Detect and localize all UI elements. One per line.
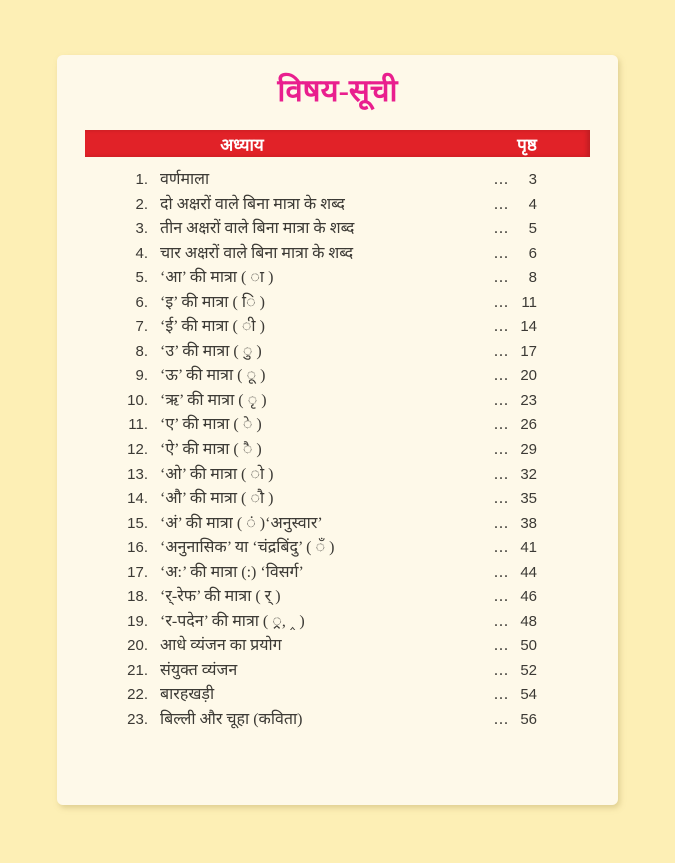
page-title: विषय-सूची bbox=[277, 73, 398, 108]
toc-entry-dots: ... bbox=[494, 220, 509, 238]
toc-entry-page: 5 bbox=[528, 220, 537, 238]
toc-entry-page: 41 bbox=[520, 539, 537, 557]
toc-entry-number: 6. bbox=[135, 293, 148, 311]
toc-entry-title: ‘ए’ की मात्रा ( े ) bbox=[160, 416, 262, 434]
toc-entry-dots: ... bbox=[494, 465, 509, 483]
toc-entry-number: 7. bbox=[135, 318, 148, 336]
toc-entry-dots: ... bbox=[494, 490, 509, 508]
toc-entry-dots: ... bbox=[494, 441, 509, 459]
toc-entry-number: 11. bbox=[128, 416, 148, 434]
toc-entry-number: 22. bbox=[127, 686, 148, 704]
toc-entry-title: ‘ई’ की मात्रा ( ी ) bbox=[160, 318, 265, 336]
toc-entry-dots: ... bbox=[494, 244, 509, 262]
toc-entry-page: 56 bbox=[520, 711, 537, 729]
toc-entry-dots: ... bbox=[494, 269, 509, 287]
toc-entry-page: 20 bbox=[520, 367, 537, 385]
column-header-page: पृष्ठ bbox=[517, 135, 537, 154]
toc-entry-dots: ... bbox=[494, 195, 509, 213]
toc-entry bbox=[57, 487, 618, 512]
toc-entry-number: 14. bbox=[127, 490, 148, 508]
toc-entry bbox=[57, 536, 618, 561]
toc-entry-page: 44 bbox=[520, 563, 537, 581]
toc-entry-number: 10. bbox=[127, 391, 148, 409]
toc-entry bbox=[57, 585, 618, 610]
toc-entry-title: ‘औ’ की मात्रा ( ौ ) bbox=[160, 490, 274, 508]
toc-entry-number: 3. bbox=[135, 220, 148, 238]
toc-entry-title: तीन अक्षरों वाले बिना मात्रा के शब्द bbox=[160, 220, 355, 238]
toc-entry-number: 12. bbox=[127, 441, 148, 459]
toc-entry-page: 11 bbox=[521, 293, 537, 311]
toc-entry-title: ‘अ:’ की मात्रा (:) ‘विसर्ग’ bbox=[160, 563, 304, 581]
toc-entry-number: 20. bbox=[127, 637, 148, 655]
toc-entry-number: 5. bbox=[135, 269, 148, 287]
toc-entry-title: वर्णमाला bbox=[160, 171, 210, 188]
toc-entry bbox=[57, 634, 618, 659]
toc-entry bbox=[57, 512, 618, 537]
toc-entry-number: 2. bbox=[135, 195, 148, 213]
toc-entry bbox=[57, 242, 618, 267]
toc-entry-number: 4. bbox=[135, 244, 148, 262]
toc-entry-page: 26 bbox=[520, 416, 537, 434]
toc-entry-number: 9. bbox=[135, 367, 148, 385]
toc-entry-title: बारहखड़ी bbox=[160, 686, 215, 704]
toc-entry-dots: ... bbox=[494, 612, 509, 630]
toc-entry-number: 13. bbox=[127, 465, 148, 483]
toc-entry-dots: ... bbox=[494, 391, 509, 409]
toc-entry-page: 50 bbox=[520, 637, 537, 655]
toc-entry-title: ‘उ’ की मात्रा ( ु ) bbox=[160, 342, 262, 360]
toc-entry-page: 32 bbox=[520, 465, 537, 483]
toc-entry-number: 21. bbox=[127, 661, 148, 679]
toc-entry bbox=[57, 463, 618, 488]
toc-entry-dots: ... bbox=[494, 367, 509, 385]
toc-entry-page: 17 bbox=[520, 342, 537, 360]
toc-entry bbox=[57, 364, 618, 389]
toc-entry-page: 46 bbox=[520, 588, 537, 606]
toc-entry-title: ‘र-पदेन’ की मात्रा ( ्र, ‸ ) bbox=[160, 612, 305, 630]
toc-entry-dots: ... bbox=[494, 514, 509, 532]
toc-entry-dots: ... bbox=[494, 293, 509, 311]
contents-card bbox=[57, 55, 618, 805]
toc-entry-title: ‘इ’ की मात्रा ( ि ) bbox=[160, 293, 265, 311]
toc-entry-dots: ... bbox=[494, 588, 509, 606]
column-header-chapter: अध्याय bbox=[220, 135, 264, 154]
toc-entry bbox=[57, 340, 618, 365]
toc-entry bbox=[57, 659, 618, 684]
toc-entry-dots: ... bbox=[494, 711, 509, 729]
toc-entry-dots: ... bbox=[494, 318, 509, 336]
toc-entry bbox=[57, 315, 618, 340]
toc-entry-page: 3 bbox=[528, 171, 537, 188]
toc-entry-page: 14 bbox=[520, 318, 537, 336]
toc-entry-dots: ... bbox=[494, 661, 509, 679]
toc-entry-number: 8. bbox=[135, 342, 148, 360]
toc-entry-number: 18. bbox=[127, 588, 148, 606]
toc-entry-page: 48 bbox=[520, 612, 537, 630]
toc-entry bbox=[57, 389, 618, 414]
toc-list bbox=[57, 168, 618, 733]
toc-entry bbox=[57, 193, 618, 218]
toc-entry bbox=[57, 708, 618, 733]
table-header-bar bbox=[85, 130, 590, 157]
toc-entry-number: 17. bbox=[127, 563, 148, 581]
toc-entry-page: 6 bbox=[528, 244, 537, 262]
toc-entry-page: 4 bbox=[528, 195, 537, 213]
toc-entry-dots: ... bbox=[494, 686, 509, 704]
toc-entry-dots: ... bbox=[494, 563, 509, 581]
toc-entry-title: ‘आ’ की मात्रा ( ा ) bbox=[160, 269, 274, 287]
toc-entry-number: 15. bbox=[127, 514, 148, 532]
toc-entry-title: ‘ऋ’ की मात्रा ( ृ ) bbox=[160, 391, 267, 409]
toc-entry-page: 35 bbox=[520, 490, 537, 508]
toc-entry-dots: ... bbox=[494, 539, 509, 557]
toc-entry-title: ‘अं’ की मात्रा ( ं )‘अनुस्वार’ bbox=[160, 514, 323, 532]
toc-entry bbox=[57, 413, 618, 438]
toc-entry bbox=[57, 561, 618, 586]
toc-entry bbox=[57, 610, 618, 635]
toc-entry-title: दो अक्षरों वाले बिना मात्रा के शब्द bbox=[160, 195, 345, 213]
toc-entry-dots: ... bbox=[494, 342, 509, 360]
toc-entry-page: 8 bbox=[528, 269, 537, 287]
toc-entry-page: 54 bbox=[520, 686, 537, 704]
toc-entry-title: ‘ऊ’ की मात्रा ( ू ) bbox=[160, 367, 266, 385]
toc-entry-dots: ... bbox=[494, 637, 509, 655]
toc-entry-page: 23 bbox=[520, 391, 537, 409]
toc-entry-page: 38 bbox=[520, 514, 537, 532]
toc-entry-number: 19. bbox=[127, 612, 148, 630]
toc-entry-number: 1. bbox=[135, 171, 148, 188]
toc-entry-dots: ... bbox=[494, 416, 509, 434]
toc-entry-page: 29 bbox=[520, 441, 537, 459]
toc-entry-number: 16. bbox=[127, 539, 148, 557]
toc-entry-number: 23. bbox=[127, 711, 148, 729]
toc-entry bbox=[57, 266, 618, 291]
toc-entry-title: ‘ऐ’ की मात्रा ( ै ) bbox=[160, 441, 262, 459]
toc-entry-title: चार अक्षरों वाले बिना मात्रा के शब्द bbox=[160, 244, 354, 262]
toc-entry bbox=[57, 217, 618, 242]
toc-entry-title: ‘र्-रेफ’ की मात्रा ( र् ) bbox=[160, 588, 281, 606]
toc-entry-title: संयुक्त व्यंजन bbox=[160, 661, 238, 679]
toc-entry bbox=[57, 683, 618, 708]
toc-entry bbox=[57, 438, 618, 463]
toc-entry-dots: ... bbox=[494, 171, 509, 188]
toc-entry-title: बिल्ली और चूहा (कविता) bbox=[160, 711, 303, 729]
toc-entry bbox=[57, 291, 618, 316]
toc-entry-title: ‘ओ’ की मात्रा ( ो ) bbox=[160, 465, 274, 483]
toc-entry-page: 52 bbox=[520, 661, 537, 679]
toc-entry-title: ‘अनुनासिक’ या ‘चंद्रबिंदु’ ( ँ ) bbox=[160, 539, 335, 557]
toc-entry-title: आधे व्यंजन का प्रयोग bbox=[160, 637, 282, 655]
toc-entry bbox=[57, 168, 618, 193]
